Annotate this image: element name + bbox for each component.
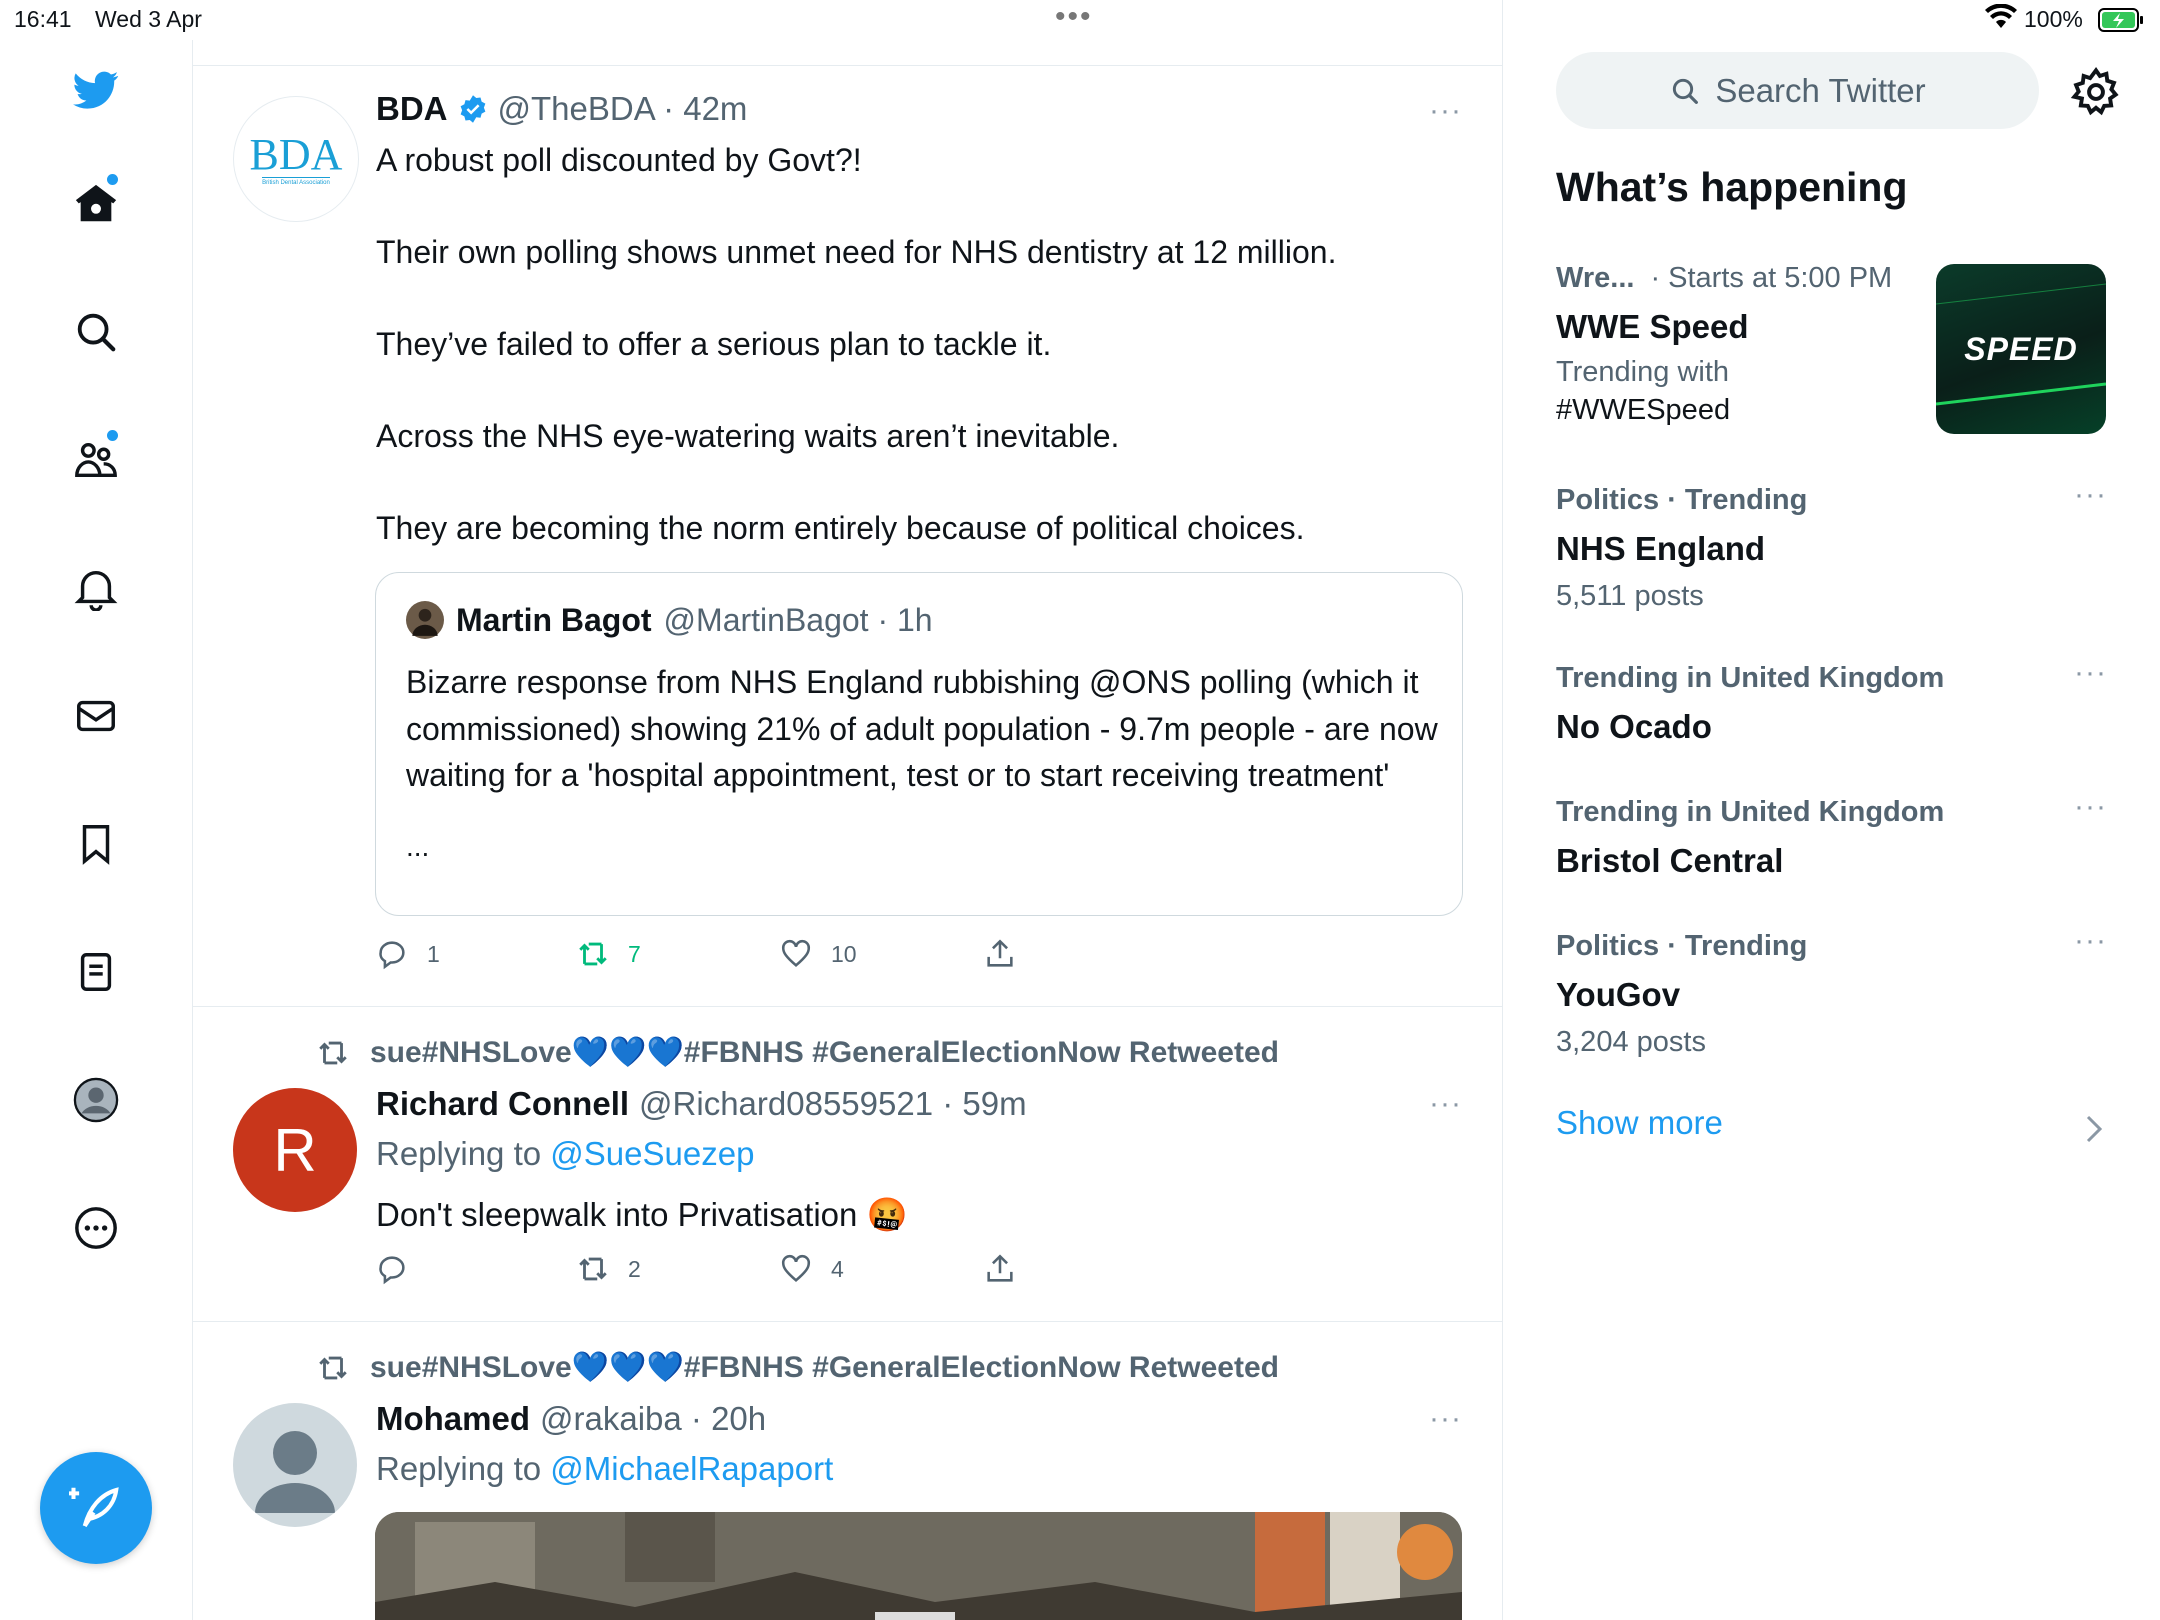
tweet-text: A robust poll discounted by Govt?! Their own polling shows unmet need for NHS dentistry at 12 million. They’ve failed to offer a serious plan to tackle it. Across the NHS eye-watering waits aren’t inevitable. They are becoming the norm entirely because of political choices.	[376, 142, 1337, 546]
quoted-tweet-header	[406, 601, 933, 639]
profile-avatar-icon[interactable]	[66, 1070, 126, 1130]
trend-post-count: 3,204 posts	[1556, 1026, 1706, 1058]
trend-meta-row	[1556, 262, 1892, 295]
replying-to-prefix: Replying to	[376, 1135, 542, 1172]
settings-gear-icon[interactable]	[2070, 66, 2122, 118]
trend-category: Politics · Trending	[1556, 484, 1808, 516]
whats-happening-heading: What’s happening	[1556, 164, 1908, 210]
trend-category: Politics · Trending	[1556, 930, 1808, 962]
share-icon	[983, 937, 1017, 971]
trend-more-button[interactable]: ···	[2074, 656, 2107, 689]
compose-tweet-button[interactable]	[40, 1452, 152, 1564]
tweet-more-button[interactable]: ···	[1429, 94, 1462, 127]
status-time: 16:41	[14, 6, 72, 32]
replying-to	[376, 1450, 833, 1488]
replying-to-handle[interactable]: @MichaelRapaport	[550, 1450, 834, 1487]
thumbnail-text: SPEED	[1964, 330, 2078, 367]
like-button[interactable]	[779, 1252, 844, 1286]
trend-post-count: 5,511 posts	[1556, 580, 1704, 612]
lists-icon[interactable]	[66, 942, 126, 1002]
trend-title: WWE Speed	[1556, 308, 1749, 345]
tweet-richard-connell[interactable]	[193, 1007, 1502, 1321]
heart-icon	[779, 1252, 813, 1286]
quoted-tweet[interactable]	[375, 572, 1463, 916]
messages-envelope-icon[interactable]	[66, 686, 126, 746]
trend-start-time: · Starts at 5:00 PM	[1650, 262, 1893, 294]
verified-badge-icon	[458, 94, 488, 124]
trend-item-yougov[interactable]	[1556, 924, 2116, 1060]
search-placeholder: Search Twitter	[1715, 71, 1926, 109]
share-button[interactable]	[983, 1252, 1017, 1286]
replying-to	[376, 1135, 754, 1173]
trend-category: Wre...	[1556, 262, 1635, 294]
bda-logo-text: BDA	[249, 129, 343, 179]
trend-more-button[interactable]: ···	[2074, 478, 2107, 511]
home-notification-dot	[107, 174, 118, 185]
trend-title: No Ocado	[1556, 708, 1712, 745]
share-button[interactable]	[983, 937, 1017, 971]
richard-avatar[interactable]	[233, 1088, 357, 1212]
battery-icon	[2098, 8, 2142, 30]
reply-icon	[375, 937, 409, 971]
avatar-initial: R	[273, 1116, 317, 1184]
trend-more-button[interactable]: ···	[2074, 790, 2107, 823]
search-icon[interactable]	[66, 302, 126, 362]
search-input[interactable]	[1556, 52, 2039, 129]
trend-hashtag: #WWESpeed	[1556, 394, 1731, 426]
quoted-author-name: Martin Bagot	[456, 601, 652, 638]
communities-notification-dot	[107, 430, 118, 441]
tweet-bda[interactable]	[193, 66, 1502, 1006]
tweet-header	[376, 1400, 766, 1438]
mohamed-default-avatar[interactable]	[233, 1403, 357, 1527]
trend-item-no-ocado[interactable]	[1556, 656, 2116, 762]
quoted-tweet-text: Bizarre response from NHS England rubbishing @ONS polling (which it commissioned) showing 21% of adult population - 9.7m people - are now waiting for a 'hospital appointment, test or to start receiving treatment'	[406, 664, 1447, 793]
quoted-tweet-ellipsis: ...	[406, 831, 430, 862]
trend-item-wwe-speed[interactable]	[1556, 262, 2116, 442]
quoted-author-handle: @MartinBagot · 1h	[663, 601, 933, 638]
rubble-photo	[375, 1512, 1462, 1620]
like-button[interactable]	[779, 937, 857, 971]
author-name[interactable]: Mohamed	[376, 1400, 531, 1437]
show-more-label: Show more	[1556, 1104, 1723, 1141]
like-count: 4	[831, 1255, 844, 1282]
notifications-bell-icon[interactable]	[66, 558, 126, 618]
compose-feather-icon	[69, 1481, 123, 1535]
tweet-header	[376, 1085, 1027, 1123]
wifi-icon	[1985, 4, 2017, 35]
retweet-context	[316, 1035, 1279, 1070]
twitter-logo-icon[interactable]	[66, 60, 126, 120]
heart-icon	[779, 937, 813, 971]
status-bar	[0, 0, 2160, 40]
like-count: 10	[831, 940, 857, 967]
tweet-more-button[interactable]: ···	[1429, 1402, 1462, 1435]
tweet-media-image[interactable]	[375, 1512, 1462, 1620]
trend-item-bristol-central[interactable]	[1556, 790, 2116, 896]
tweet-header	[376, 90, 747, 128]
tweet-text: Don't sleepwalk into Privatisation 🤬	[376, 1196, 908, 1233]
retweet-count: 7	[628, 940, 641, 967]
trend-category: Trending in United Kingdom	[1556, 662, 1945, 694]
quoted-author-avatar[interactable]	[406, 601, 444, 639]
multitasking-dots-icon[interactable]: •••	[1055, 0, 1093, 33]
retweet-button[interactable]	[576, 937, 641, 971]
show-more-link[interactable]	[1556, 1104, 2116, 1154]
retweet-count: 2	[628, 1255, 641, 1282]
default-profile-icon	[233, 1403, 357, 1527]
trend-title: YouGov	[1556, 976, 1681, 1013]
reply-icon	[375, 1252, 409, 1286]
retweeted-by[interactable]: sue#NHSLove💙💙💙#FBNHS #GeneralElectionNow Retweeted	[370, 1036, 1279, 1069]
retweet-button[interactable]	[576, 1252, 641, 1286]
trend-more-button[interactable]: ···	[2074, 924, 2107, 957]
bookmarks-icon[interactable]	[66, 814, 126, 874]
reply-button[interactable]	[375, 1252, 427, 1286]
author-name[interactable]: BDA	[376, 90, 448, 127]
trend-item-nhs-england[interactable]	[1556, 478, 2116, 614]
replying-to-prefix: Replying to	[376, 1450, 542, 1487]
retweeted-icon	[316, 1351, 350, 1385]
trend-thumbnail-image	[1936, 264, 2106, 434]
author-handle-time[interactable]: @Richard08559521 · 59m	[639, 1085, 1027, 1122]
tweet-mohamed[interactable]	[193, 1322, 1502, 1620]
replying-to-handle[interactable]: @SueSuezep	[550, 1135, 755, 1172]
retweet-icon	[576, 1252, 610, 1286]
trend-with-label: Trending with	[1556, 356, 1730, 388]
status-date: Wed 3 Apr	[95, 6, 202, 32]
trend-title: Bristol Central	[1556, 842, 1784, 879]
retweet-icon	[576, 937, 610, 971]
author-handle-time[interactable]: @TheBDA · 42m	[497, 90, 748, 127]
timeline-right-border	[1502, 0, 1503, 1620]
retweet-context	[316, 1350, 1279, 1385]
bda-avatar[interactable]	[233, 96, 359, 222]
author-name[interactable]: Richard Connell	[376, 1085, 630, 1122]
retweeted-by[interactable]: sue#NHSLove💙💙💙#FBNHS #GeneralElectionNow Retweeted	[370, 1351, 1279, 1384]
communities-icon[interactable]	[66, 430, 126, 490]
home-icon[interactable]	[66, 174, 126, 234]
bda-logo-subtitle: British Dental Association	[262, 177, 330, 186]
battery-percent: 100%	[2024, 6, 2083, 32]
tweet-more-button[interactable]: ···	[1429, 1087, 1462, 1120]
reply-button[interactable]	[375, 937, 440, 971]
reply-count: 1	[427, 940, 440, 967]
trend-title: NHS England	[1556, 530, 1766, 567]
retweeted-icon	[316, 1036, 350, 1070]
share-icon	[983, 1252, 1017, 1286]
search-icon	[1669, 75, 1701, 107]
author-handle-time[interactable]: @rakaiba · 20h	[540, 1400, 767, 1437]
more-options-icon[interactable]	[66, 1198, 126, 1258]
chevron-right-icon	[2084, 1114, 2104, 1144]
trend-category: Trending in United Kingdom	[1556, 796, 1945, 828]
